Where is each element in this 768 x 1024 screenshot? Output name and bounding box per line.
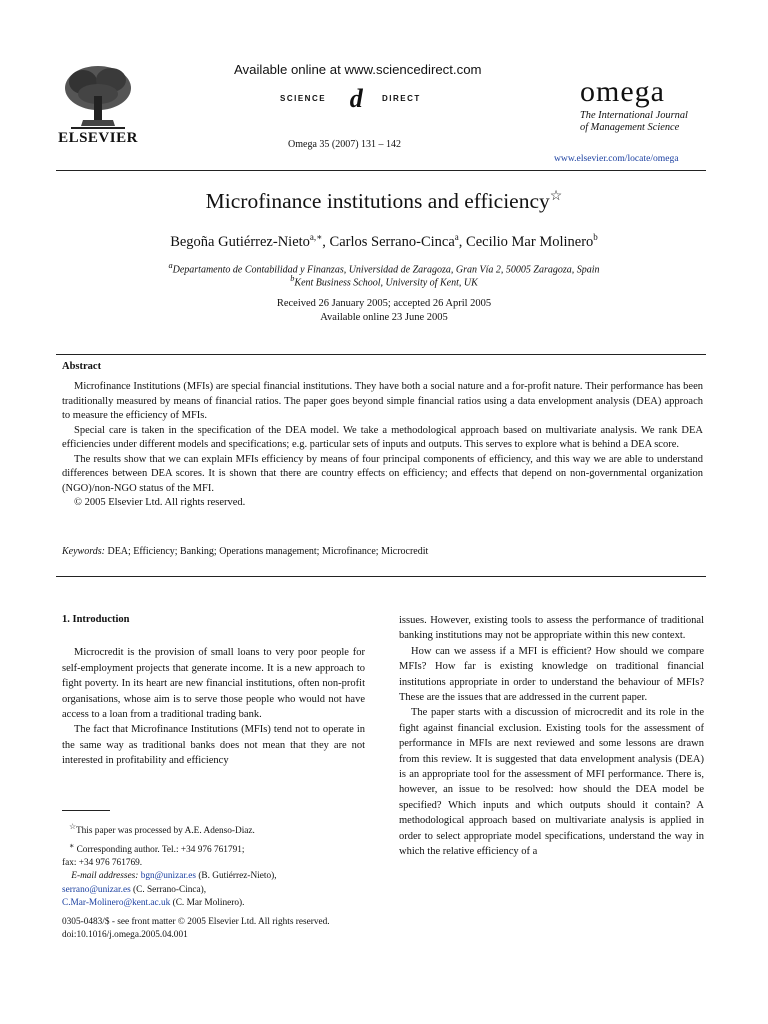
body-paragraph: How can we assess if a MFI is efficient? How should we compare MFIs? How far is existing knowledge on traditional financial institutions appropriate in order to understand the behaviour of MFIs? These are the issues that are addressed in the current paper. [399,645,704,704]
title-footnote-mark[interactable]: ☆ [549,189,563,204]
sd-at-icon: d [349,84,365,113]
header-divider [56,170,706,171]
sciencedirect-logo [270,86,460,112]
affiliation-text: Departamento de Contabilidad y Finanzas, Universidad de Zaragoza, Gran Vía 2, 50005 Zaragoza, Spain [172,264,600,276]
right-column [399,613,704,860]
abstract-paragraph: Microfinance Institutions (MFIs) are special financial institutions. They have both a social nature and a for-profit nature. Their performance has been traditionally measured by means of financial ratios. The paper goes beyond simple financial ratios using a data envelopment analysis (DEA) approach to measure the efficiency of MFIs. [62,381,703,421]
author-affil-mark[interactable]: a [454,232,459,242]
left-column [62,612,365,769]
journal-subtitle-line-1: The International Journal [580,110,688,121]
footnote-email-3 [62,897,365,910]
available-online-date: Available online 23 June 2005 [320,312,448,323]
body-paragraph: The fact that Microfinance Institutions (MFIs) tend not to operate in the same way as traditional banks does not mean that they are not interested in profitability and efficiency [62,724,365,767]
elsevier-logo [58,62,138,147]
author-affil-mark[interactable]: a,∗ [309,232,323,242]
abstract-paragraph: Special care is taken in the specification of the DEA model. We take a methodological approach based on multivariate analysis. We rank DEA efficiencies under different models and specifications; e.g. particular sets of inputs and outputs. This serves to explore what is behind a DEA score. [62,424,703,450]
available-online-text: Available online at www.sciencedirect.com [234,62,482,77]
email-label: E-mail addresses: [71,871,139,882]
footnotes [62,820,365,911]
journal-name: omega [580,75,665,108]
doi-line[interactable]: doi:10.1016/j.omega.2005.04.001 [62,930,188,941]
footnote-mark: ☆ [68,822,76,831]
abstract-body [62,380,703,511]
affiliation-mark: a [168,261,173,270]
abstract-paragraph: The results show that we can explain MFIs efficiency by means of four principal components of efficiency, and this way we are able to understand differences between DEA scores. It is shown that there are country effects on efficiency; and effects that depend on non-governmental organization (NGO)/non-NGO status of the MFI. [62,453,703,494]
author-list: Begoña Gutiérrez-Nieto$^{a,∗}$, Carlos Serrano-Cinca$^a$, Cecilio Mar Molinero$^b$ [170,232,598,250]
keywords [62,546,703,557]
affiliation-mark: b [290,274,295,283]
author-affil-mark[interactable]: b [593,232,598,242]
footnote-email-2 [62,884,365,897]
footnote-fax: fax: +34 976 761769. [62,858,143,868]
section-heading: 1. Introduction [62,614,130,625]
email-link[interactable]: C.Mar-Molinero@kent.ac.uk [62,898,171,909]
keywords-label: Keywords: [62,546,105,557]
body-paragraph: Microcredit is the provision of small loans to very poor people for self-employment projects that generate income. It is a new approach to fight poverty. In its heart are new financial institutions, often non-profit organisations, whose aim is to serve those people who would not have access to a loan from a traditional trading bank. [62,647,365,721]
body-paragraph: The paper starts with a discussion of microcredit and its role in the fight against financial exclusion. Existing tools for the assessment of performance in MFIs are next reviewed and some lessons are drawn from this review. It is suggested that data envelopment analysis (DEA) is an appropriate tool for the assessment of MFI performance. There is, however, an issue to be resolved: how should the DEA model be specified? Which inputs and which outputs should it contain? A methodological approach based on multivariate analysis is applied in order to select appropriate model specifications, understand the way in which the relative efficiency of a [399,707,704,858]
email-link[interactable]: bgn@unizar.es [140,871,196,882]
elsevier-tree-icon [61,62,135,132]
footnote-divider [62,810,110,811]
issn-line: 0305-0483/$ - see front matter © 2005 Elsevier Ltd. All rights reserved. [62,917,330,927]
author-name: Begoña Gutiérrez-Nieto [170,233,310,250]
footnote-text: This paper was processed by A.E. Adenso-Diaz. [75,826,255,837]
journal-url-link[interactable]: www.elsevier.com/locate/omega [554,153,679,164]
abstract-bottom-divider [56,576,706,577]
sd-right-text: DIRECT [382,94,421,103]
received-dates: Received 26 January 2005; accepted 26 April 2005 [276,298,492,309]
sd-left-text: SCIENCE [280,94,327,103]
keywords-list: DEA; Efficiency; Banking; Operations management; Microfinance; Microcredit [107,546,429,557]
footnote-corresponding: ∗ Corresponding author. Tel.: +34 976 761791; [68,840,245,855]
abstract-heading: Abstract [62,361,102,372]
affiliation-text: Kent Business School, University of Kent, UK [294,277,478,289]
email-owner: (B. Gutiérrez-Nieto), [198,871,277,882]
footnote-processed [62,820,365,839]
abstract-top-divider [56,354,706,355]
email-link[interactable]: serrano@unizar.es [62,884,131,895]
article-title [0,188,768,214]
journal-subtitle [580,110,710,134]
email-owner: (C. Mar Molinero). [172,898,245,909]
article-title-text: Microfinance institutions and efficiency [205,189,550,214]
body-paragraph: issues. However, existing tools to assess the performance of traditional banking institutions may not be appropriate within this new context. [399,615,704,642]
journal-reference: Omega 35 (2007) 131 – 142 [288,139,402,150]
journal-brand [580,75,710,134]
front-matter [62,916,402,943]
affiliation-b [0,274,768,288]
publisher-name: ELSEVIER [58,130,138,146]
author-name: Carlos Serrano-Cinca [329,233,455,250]
author-name: Cecilio Mar Molinero [466,233,594,250]
email-owner: (C. Serrano-Cinca), [133,884,207,895]
copyright-line: © 2005 Elsevier Ltd. All rights reserved. [74,497,246,508]
footnote-emails [62,870,365,883]
footnote-text: Corresponding author. Tel.: +34 976 761791; [76,844,245,855]
journal-subtitle-line-2: of Management Science [580,122,680,133]
